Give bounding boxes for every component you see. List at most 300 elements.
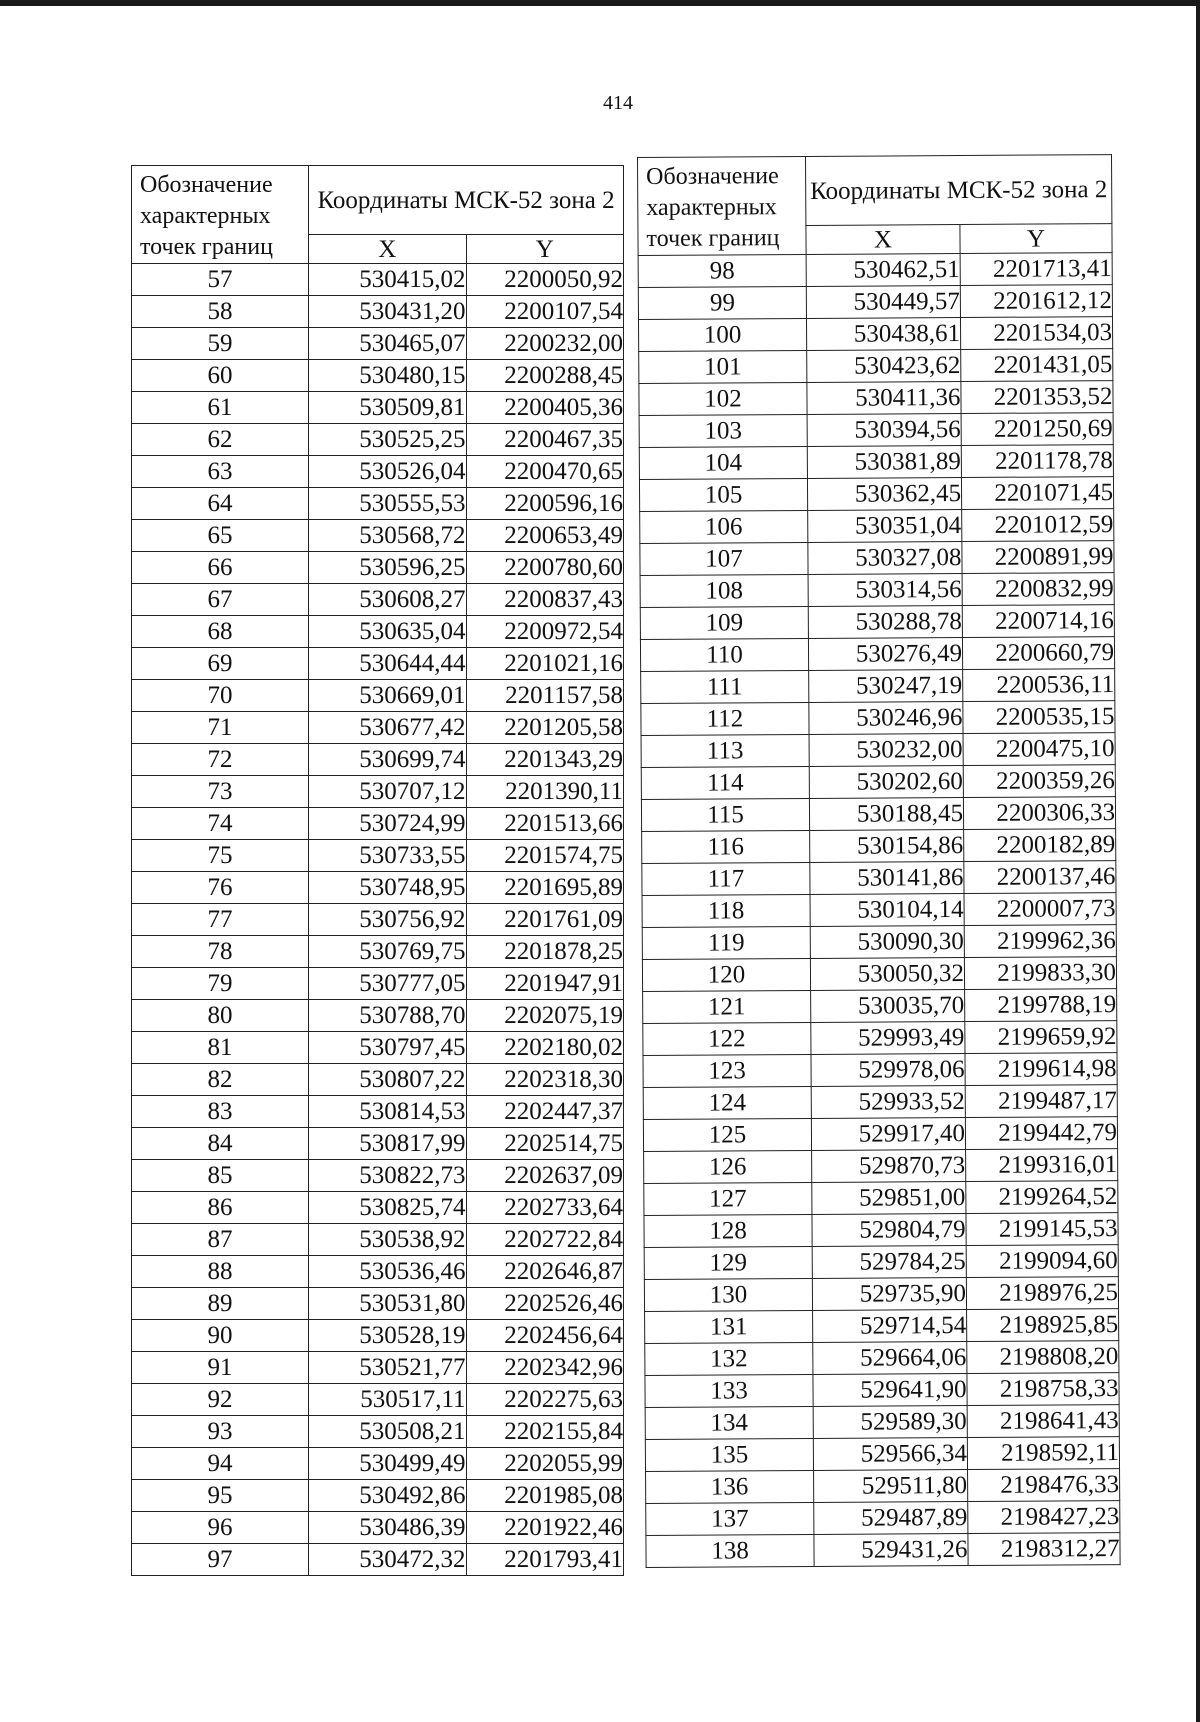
y-coordinate-cell: 2199264,52	[966, 1181, 1118, 1214]
table-row	[132, 520, 624, 552]
point-number-cell: 133	[645, 1374, 813, 1407]
x-coordinate-cell: 530288,78	[808, 606, 962, 639]
x-coordinate-cell: 530635,04	[309, 616, 466, 648]
point-number-cell: 81	[132, 1032, 309, 1064]
point-number-cell: 122	[643, 1022, 811, 1055]
table-row	[132, 1416, 624, 1448]
table-row	[132, 1160, 624, 1192]
point-number-cell: 76	[132, 872, 309, 904]
table-row	[639, 349, 1113, 384]
x-coordinate-cell: 530644,44	[309, 648, 466, 680]
y-coordinate-cell: 2200714,16	[962, 605, 1114, 638]
x-coordinate-cell: 529978,06	[811, 1054, 965, 1087]
point-number-cell: 134	[645, 1406, 813, 1439]
table-row	[644, 1181, 1118, 1216]
x-coordinate-cell: 530050,32	[810, 958, 964, 991]
y-coordinate-cell: 2201947,91	[466, 968, 623, 1000]
page-number: 414	[603, 92, 633, 114]
y-coordinate-cell: 2199094,60	[966, 1245, 1118, 1278]
x-coordinate-cell: 530814,53	[309, 1096, 466, 1128]
x-coordinate-cell: 530314,56	[808, 574, 962, 607]
x-coordinate-cell: 530596,25	[309, 552, 466, 584]
y-coordinate-cell: 2202456,64	[466, 1320, 623, 1352]
table-row	[641, 669, 1115, 704]
y-coordinate-cell: 2199962,36	[964, 925, 1116, 958]
y-coordinate-cell: 2202155,84	[466, 1416, 623, 1448]
point-number-cell: 67	[132, 584, 309, 616]
x-coordinate-cell: 529714,54	[813, 1310, 967, 1343]
table-row	[638, 253, 1112, 288]
y-coordinate-cell: 2202722,84	[466, 1224, 623, 1256]
point-number-cell: 70	[132, 680, 309, 712]
point-number-cell: 74	[132, 808, 309, 840]
coordinates-table-left	[131, 165, 624, 1576]
scan-top-edge	[0, 0, 1200, 6]
x-coordinate-cell: 530246,96	[809, 702, 963, 735]
y-coordinate-cell: 2201534,03	[960, 317, 1112, 350]
y-coordinate-cell: 2200780,60	[466, 552, 623, 584]
x-coordinate-cell: 530411,36	[807, 382, 961, 415]
x-coordinate-cell: 529851,00	[812, 1182, 966, 1215]
x-coordinate-cell: 530733,55	[309, 840, 466, 872]
y-coordinate-cell: 2198976,25	[966, 1277, 1118, 1310]
y-coordinate-cell: 2199145,53	[966, 1213, 1118, 1246]
point-number-cell: 68	[132, 616, 309, 648]
x-coordinate-cell: 530538,92	[309, 1224, 466, 1256]
y-coordinate-cell: 2201157,58	[466, 680, 623, 712]
point-number-cell: 59	[132, 328, 309, 360]
table-row	[640, 573, 1114, 608]
table-row	[132, 1032, 624, 1064]
y-coordinate-cell: 2201574,75	[466, 840, 623, 872]
y-coordinate-cell: 2202180,02	[466, 1032, 623, 1064]
x-coordinate-cell: 530521,77	[309, 1352, 466, 1384]
x-coordinate-cell: 530154,86	[810, 830, 964, 863]
y-coordinate-cell: 2201695,89	[466, 872, 623, 904]
table-row	[132, 264, 624, 296]
x-coordinate-cell: 530449,57	[806, 286, 960, 319]
point-number-cell: 94	[132, 1448, 309, 1480]
x-coordinate-cell: 530724,99	[309, 808, 466, 840]
point-number-cell: 77	[132, 904, 309, 936]
point-number-cell: 79	[132, 968, 309, 1000]
scan-right-edge	[1196, 0, 1200, 1722]
x-coordinate-cell: 530499,49	[309, 1448, 466, 1480]
table-row	[132, 1480, 624, 1512]
table-row	[132, 1224, 624, 1256]
x-coordinate-cell: 529933,52	[811, 1086, 965, 1119]
point-number-cell: 86	[132, 1192, 309, 1224]
table-row	[132, 296, 624, 328]
table-row	[132, 680, 624, 712]
header-y: Y	[466, 235, 623, 264]
point-number-cell: 75	[132, 840, 309, 872]
table-row	[643, 1021, 1117, 1056]
x-coordinate-cell: 530188,45	[809, 798, 963, 831]
table-row	[132, 1288, 624, 1320]
point-number-cell: 69	[132, 648, 309, 680]
y-coordinate-cell: 2199788,19	[965, 989, 1117, 1022]
y-coordinate-cell: 2201713,41	[960, 253, 1112, 286]
table-row	[132, 776, 624, 808]
x-coordinate-cell: 530508,21	[309, 1416, 466, 1448]
y-coordinate-cell: 2199833,30	[964, 957, 1116, 990]
point-number-cell: 107	[640, 542, 808, 575]
table-row	[644, 1245, 1118, 1280]
table-row	[132, 1512, 624, 1544]
table-row	[644, 1213, 1118, 1248]
table-row	[645, 1405, 1119, 1440]
x-coordinate-cell: 530817,99	[309, 1128, 466, 1160]
table-row	[132, 392, 624, 424]
table-row	[132, 744, 624, 776]
y-coordinate-cell: 2202342,96	[466, 1352, 623, 1384]
x-coordinate-cell: 530438,61	[806, 318, 960, 351]
table-row	[132, 328, 624, 360]
point-number-cell: 121	[643, 990, 811, 1023]
table-row	[646, 1501, 1120, 1536]
x-coordinate-cell: 529566,34	[813, 1438, 967, 1471]
table-row	[132, 1320, 624, 1352]
header-coordinates: Координаты МСК-52 зона 2	[805, 155, 1111, 226]
table-row	[639, 381, 1113, 416]
point-number-cell: 127	[644, 1182, 812, 1215]
y-coordinate-cell: 2202637,09	[466, 1160, 623, 1192]
table-row	[132, 712, 624, 744]
table-body-right	[638, 155, 1121, 1568]
point-number-cell: 128	[644, 1214, 812, 1247]
point-number-cell: 88	[132, 1256, 309, 1288]
point-number-cell: 84	[132, 1128, 309, 1160]
y-coordinate-cell: 2201431,05	[961, 349, 1113, 382]
x-coordinate-cell: 530748,95	[309, 872, 466, 904]
table-row	[132, 808, 624, 840]
table-row	[638, 317, 1112, 352]
y-coordinate-cell: 2198592,11	[967, 1437, 1119, 1470]
header-y: Y	[960, 224, 1112, 254]
point-number-cell: 118	[642, 894, 810, 927]
point-number-cell: 119	[642, 926, 810, 959]
table-row	[132, 424, 624, 456]
table-row	[642, 829, 1116, 864]
x-coordinate-cell: 529664,06	[813, 1342, 967, 1375]
y-coordinate-cell: 2202275,63	[466, 1384, 623, 1416]
table-row	[132, 1128, 624, 1160]
point-number-cell: 105	[639, 478, 807, 511]
y-coordinate-cell: 2199487,17	[965, 1085, 1117, 1118]
point-number-cell: 83	[132, 1096, 309, 1128]
table-row	[644, 1149, 1118, 1184]
x-coordinate-cell: 530756,92	[309, 904, 466, 936]
point-number-cell: 120	[642, 958, 810, 991]
x-coordinate-cell: 530797,45	[309, 1032, 466, 1064]
table-row	[646, 1469, 1120, 1504]
y-coordinate-cell: 2199442,79	[965, 1117, 1117, 1150]
x-coordinate-cell: 530462,51	[806, 254, 960, 287]
table-row	[640, 541, 1114, 576]
point-number-cell: 58	[132, 296, 309, 328]
x-coordinate-cell: 529804,79	[812, 1214, 966, 1247]
point-number-cell: 89	[132, 1288, 309, 1320]
point-number-cell: 126	[644, 1150, 812, 1183]
y-coordinate-cell: 2200470,65	[466, 456, 623, 488]
point-number-cell: 109	[640, 606, 808, 639]
x-coordinate-cell: 530777,05	[309, 968, 466, 1000]
point-number-cell: 137	[646, 1502, 814, 1535]
table-row	[643, 1117, 1117, 1152]
x-coordinate-cell: 529993,49	[811, 1022, 965, 1055]
point-number-cell: 110	[640, 638, 808, 671]
point-number-cell: 136	[646, 1470, 814, 1503]
x-coordinate-cell: 529917,40	[811, 1118, 965, 1151]
point-number-cell: 102	[639, 382, 807, 415]
table-row	[132, 1064, 624, 1096]
x-coordinate-cell: 530480,15	[309, 360, 466, 392]
table-row	[641, 733, 1115, 768]
x-coordinate-cell: 530517,11	[309, 1384, 466, 1416]
table-row	[132, 1448, 624, 1480]
table-row	[643, 989, 1117, 1024]
y-coordinate-cell: 2198925,85	[967, 1309, 1119, 1342]
y-coordinate-cell: 2201012,59	[962, 509, 1114, 542]
point-number-cell: 104	[639, 446, 807, 479]
y-coordinate-cell: 2200050,92	[466, 264, 623, 296]
point-number-cell: 123	[643, 1054, 811, 1087]
table-row	[640, 509, 1114, 544]
y-coordinate-cell: 2201021,16	[466, 648, 623, 680]
x-coordinate-cell: 530327,08	[808, 542, 962, 575]
point-number-cell: 80	[132, 1000, 309, 1032]
table-row	[640, 605, 1114, 640]
point-number-cell: 113	[641, 734, 809, 767]
x-coordinate-cell: 530492,86	[309, 1480, 466, 1512]
table-row	[132, 360, 624, 392]
x-coordinate-cell: 530525,25	[309, 424, 466, 456]
point-number-cell: 91	[132, 1352, 309, 1384]
table-row	[132, 1192, 624, 1224]
y-coordinate-cell: 2200182,89	[964, 829, 1116, 862]
x-coordinate-cell: 530788,70	[309, 1000, 466, 1032]
y-coordinate-cell: 2200596,16	[466, 488, 623, 520]
table-row	[645, 1437, 1119, 1472]
y-coordinate-cell: 2199316,01	[966, 1149, 1118, 1182]
x-coordinate-cell: 530555,53	[309, 488, 466, 520]
point-number-cell: 85	[132, 1160, 309, 1192]
table-row	[645, 1341, 1119, 1376]
table-row	[132, 1544, 624, 1576]
header-point-designation: Обозначение характерных точек границ	[132, 166, 309, 264]
table-row	[642, 957, 1116, 992]
y-coordinate-cell: 2201205,58	[466, 712, 623, 744]
point-number-cell: 111	[641, 670, 809, 703]
point-number-cell: 112	[641, 702, 809, 735]
y-coordinate-cell: 2201761,09	[466, 904, 623, 936]
x-coordinate-cell: 529735,90	[812, 1278, 966, 1311]
y-coordinate-cell: 2198476,33	[968, 1469, 1120, 1502]
x-coordinate-cell: 530035,70	[811, 990, 965, 1023]
y-coordinate-cell: 2198641,43	[967, 1405, 1119, 1438]
table-row	[132, 584, 624, 616]
y-coordinate-cell: 2198312,27	[968, 1533, 1120, 1566]
table-row	[640, 637, 1114, 672]
x-coordinate-cell: 529870,73	[812, 1150, 966, 1183]
point-number-cell: 63	[132, 456, 309, 488]
y-coordinate-cell: 2198427,23	[968, 1501, 1120, 1534]
y-coordinate-cell: 2201071,45	[961, 477, 1113, 510]
point-number-cell: 64	[132, 488, 309, 520]
y-coordinate-cell: 2201793,41	[466, 1544, 623, 1576]
point-number-cell: 73	[132, 776, 309, 808]
point-number-cell: 90	[132, 1320, 309, 1352]
y-coordinate-cell: 2200535,15	[963, 701, 1115, 734]
x-coordinate-cell: 530202,60	[809, 766, 963, 799]
x-coordinate-cell: 530608,27	[309, 584, 466, 616]
y-coordinate-cell: 2198808,20	[967, 1341, 1119, 1374]
x-coordinate-cell: 530362,45	[807, 478, 961, 511]
y-coordinate-cell: 2200475,10	[963, 733, 1115, 766]
x-coordinate-cell: 530699,74	[309, 744, 466, 776]
table-row	[642, 925, 1116, 960]
point-number-cell: 98	[638, 254, 806, 287]
point-number-cell: 130	[644, 1278, 812, 1311]
point-number-cell: 87	[132, 1224, 309, 1256]
x-coordinate-cell: 530825,74	[309, 1192, 466, 1224]
table-row	[132, 1256, 624, 1288]
point-number-cell: 99	[638, 286, 806, 319]
point-number-cell: 61	[132, 392, 309, 424]
y-coordinate-cell: 2200007,73	[964, 893, 1116, 926]
x-coordinate-cell: 530104,14	[810, 894, 964, 927]
y-coordinate-cell: 2202646,87	[466, 1256, 623, 1288]
y-coordinate-cell: 2202733,64	[466, 1192, 623, 1224]
x-coordinate-cell: 530090,30	[810, 926, 964, 959]
table-row	[132, 936, 624, 968]
x-coordinate-cell: 530232,00	[809, 734, 963, 767]
point-number-cell: 138	[646, 1534, 814, 1567]
table-row	[645, 1309, 1119, 1344]
y-coordinate-cell: 2200306,33	[963, 797, 1115, 830]
x-coordinate-cell: 529589,30	[813, 1406, 967, 1439]
x-coordinate-cell: 530415,02	[309, 264, 466, 296]
table-row	[643, 1085, 1117, 1120]
y-coordinate-cell: 2198758,33	[967, 1373, 1119, 1406]
point-number-cell: 82	[132, 1064, 309, 1096]
point-number-cell: 108	[640, 574, 808, 607]
point-number-cell: 60	[132, 360, 309, 392]
point-number-cell: 135	[645, 1438, 813, 1471]
table-row	[644, 1277, 1118, 1312]
y-coordinate-cell: 2199659,92	[965, 1021, 1117, 1054]
y-coordinate-cell: 2200653,49	[466, 520, 623, 552]
x-coordinate-cell: 529784,25	[812, 1246, 966, 1279]
x-coordinate-cell: 529431,26	[814, 1534, 968, 1567]
header-point-designation: Обозначение характерных точек границ	[638, 156, 807, 255]
y-coordinate-cell: 2202075,19	[466, 1000, 623, 1032]
y-coordinate-cell: 2200832,99	[962, 573, 1114, 606]
table-row	[132, 1352, 624, 1384]
y-coordinate-cell: 2201513,66	[466, 808, 623, 840]
table-row	[641, 701, 1115, 736]
point-number-cell: 116	[642, 830, 810, 863]
table-row	[132, 616, 624, 648]
x-coordinate-cell: 530528,19	[309, 1320, 466, 1352]
x-coordinate-cell: 530276,49	[808, 638, 962, 671]
x-coordinate-cell: 530141,86	[810, 862, 964, 895]
point-number-cell: 114	[641, 766, 809, 799]
table-row	[132, 968, 624, 1000]
x-coordinate-cell: 529641,90	[813, 1374, 967, 1407]
table-row	[132, 648, 624, 680]
y-coordinate-cell: 2200405,36	[466, 392, 623, 424]
point-number-cell: 106	[640, 510, 808, 543]
x-coordinate-cell: 530531,80	[309, 1288, 466, 1320]
x-coordinate-cell: 530822,73	[309, 1160, 466, 1192]
x-coordinate-cell: 530472,32	[309, 1544, 466, 1576]
point-number-cell: 125	[643, 1118, 811, 1151]
y-coordinate-cell: 2202514,75	[466, 1128, 623, 1160]
y-coordinate-cell: 2201985,08	[466, 1480, 623, 1512]
y-coordinate-cell: 2201353,52	[961, 381, 1113, 414]
x-coordinate-cell: 529511,80	[814, 1470, 968, 1503]
x-coordinate-cell: 530526,04	[309, 456, 466, 488]
point-number-cell: 117	[642, 862, 810, 895]
y-coordinate-cell: 2202318,30	[466, 1064, 623, 1096]
y-coordinate-cell: 2200536,11	[963, 669, 1115, 702]
table-row	[639, 413, 1113, 448]
y-coordinate-cell: 2200232,00	[466, 328, 623, 360]
table-row	[642, 893, 1116, 928]
x-coordinate-cell: 530247,19	[809, 670, 963, 703]
table-row	[639, 477, 1113, 512]
table-row	[132, 488, 624, 520]
x-coordinate-cell: 530807,22	[309, 1064, 466, 1096]
table-row	[638, 285, 1112, 320]
y-coordinate-cell: 2200467,35	[466, 424, 623, 456]
table-row	[132, 840, 624, 872]
x-coordinate-cell: 530351,04	[808, 510, 962, 543]
point-number-cell: 72	[132, 744, 309, 776]
y-coordinate-cell: 2201178,78	[961, 445, 1113, 478]
x-coordinate-cell: 530394,56	[807, 414, 961, 447]
point-number-cell: 129	[644, 1246, 812, 1279]
table-body-left	[132, 166, 624, 1576]
point-number-cell: 101	[639, 350, 807, 383]
y-coordinate-cell: 2201390,11	[466, 776, 623, 808]
y-coordinate-cell: 2200660,79	[962, 637, 1114, 670]
point-number-cell: 92	[132, 1384, 309, 1416]
y-coordinate-cell: 2202526,46	[466, 1288, 623, 1320]
y-coordinate-cell: 2199614,98	[965, 1053, 1117, 1086]
x-coordinate-cell: 530509,81	[309, 392, 466, 424]
table-row	[639, 445, 1113, 480]
table-row	[132, 456, 624, 488]
y-coordinate-cell: 2201922,46	[466, 1512, 623, 1544]
y-coordinate-cell: 2200891,99	[962, 541, 1114, 574]
table-row	[646, 1533, 1120, 1568]
y-coordinate-cell: 2201612,12	[960, 285, 1112, 318]
y-coordinate-cell: 2200837,43	[466, 584, 623, 616]
point-number-cell: 78	[132, 936, 309, 968]
y-coordinate-cell: 2201878,25	[466, 936, 623, 968]
x-coordinate-cell: 529487,89	[814, 1502, 968, 1535]
y-coordinate-cell: 2200972,54	[466, 616, 623, 648]
y-coordinate-cell: 2200359,26	[963, 765, 1115, 798]
point-number-cell: 115	[641, 798, 809, 831]
y-coordinate-cell: 2200107,54	[466, 296, 623, 328]
point-number-cell: 62	[132, 424, 309, 456]
table-row	[641, 797, 1115, 832]
x-coordinate-cell: 530707,12	[309, 776, 466, 808]
